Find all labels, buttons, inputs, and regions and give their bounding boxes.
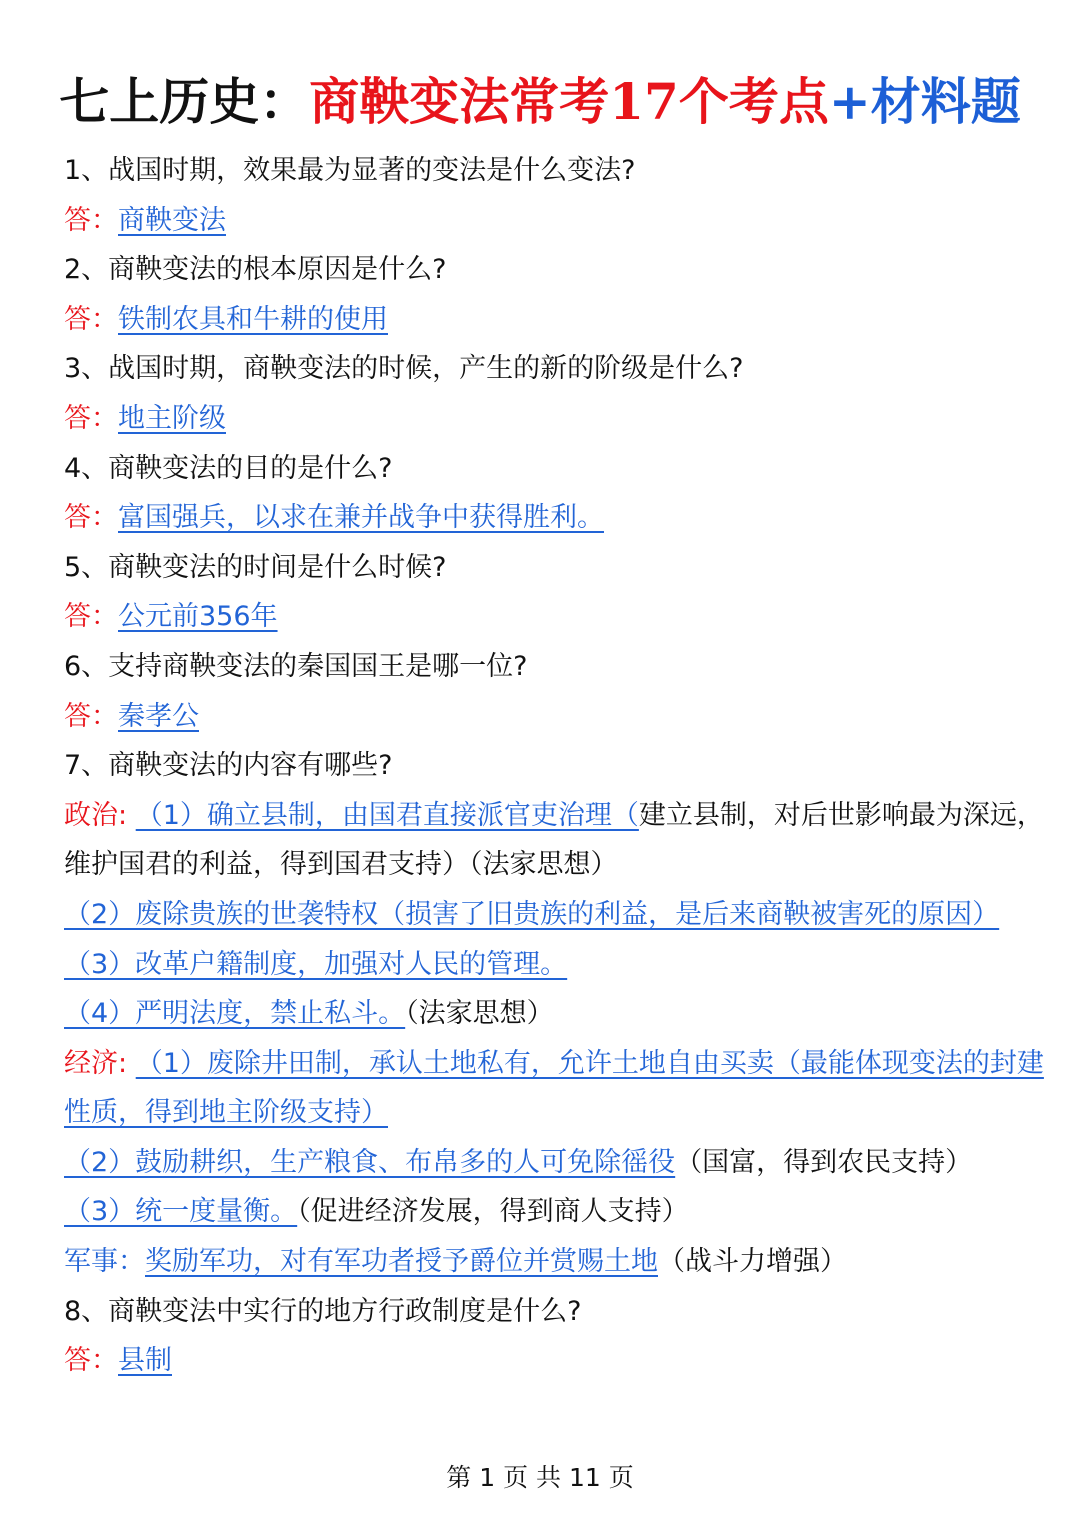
economy-note: （国富，得到农民支持） [675, 1146, 973, 1178]
politics-label: 政治: [64, 799, 128, 831]
politics-note: （法家思想） [405, 998, 554, 1030]
politics-item-1 [64, 791, 1044, 890]
answer-2 [64, 295, 1044, 345]
answer-8 [64, 1336, 1044, 1386]
answer-text: 富国强兵，以求在兼并战争中获得胜利。 [118, 502, 604, 534]
answer-label: 答： [64, 303, 118, 335]
answer-1 [64, 196, 1044, 246]
military-item [64, 1237, 1044, 1287]
answer-3 [64, 394, 1044, 444]
answer-text: 秦孝公 [118, 700, 199, 732]
qa-content [64, 146, 1044, 1386]
answer-4 [64, 493, 1044, 543]
answer-text: 商鞅变法 [118, 204, 226, 236]
military-point: 奖励军功，对有军功者授予爵位并赏赐土地 [145, 1246, 658, 1278]
title-subject: 七上历史： [59, 72, 310, 131]
economy-point: （1）废除井田制，承认土地私有，允许土地自由买卖（最能体现变法的封建性质，得到地主阶级支持） [64, 1047, 1044, 1129]
question-5: 5、商鞅变法的时间是什么时候? [64, 551, 447, 583]
question-3: 3、战国时期，商鞅变法的时候，产生的新的阶级是什么? [64, 353, 744, 385]
politics-point: （4）严明法度，禁止私斗。 [64, 998, 406, 1030]
politics-item-3 [64, 940, 1044, 990]
economy-note: （促进经济发展，得到商人支持） [297, 1196, 689, 1228]
economy-item-2 [64, 1138, 1044, 1188]
economy-point: （2）鼓励耕织，生产粮食、布帛多的人可免除徭役 [64, 1146, 676, 1178]
page-title [0, 62, 1080, 142]
economy-item-1 [64, 1039, 1044, 1138]
title-topic: 商鞅变法常考17个考点 [309, 72, 829, 131]
answer-label: 答： [64, 1345, 118, 1377]
economy-label: 经济: [64, 1047, 128, 1079]
economy-point: （3）统一度量衡。 [64, 1196, 298, 1228]
answer-text: 县制 [118, 1345, 172, 1377]
politics-item-2 [64, 890, 1044, 940]
economy-item-3 [64, 1187, 1044, 1237]
title-suffix: +材料题 [828, 72, 1021, 131]
military-label: 军事： [64, 1246, 145, 1278]
politics-item-4 [64, 989, 1044, 1039]
politics-point: （1）确立县制，由国君直接派官吏治理（ [135, 799, 639, 831]
answer-5 [64, 592, 1044, 642]
answer-label: 答： [64, 700, 118, 732]
politics-note: 建立县制，对后世影响最为深远，维护国君的利益，得到国君支持）（法家思想） [64, 799, 1044, 881]
question-1: 1、战国时期，效果最为显著的变法是什么变法? [64, 155, 636, 186]
question-7: 7、商鞅变法的内容有哪些? [64, 750, 393, 782]
answer-6 [64, 692, 1044, 742]
question-2: 2、商鞅变法的根本原因是什么? [64, 254, 447, 286]
answer-label: 答： [64, 601, 118, 633]
answer-text: 公元前356年 [118, 601, 278, 633]
question-4: 4、商鞅变法的目的是什么? [64, 452, 393, 484]
page-number: 第 1 页 共 11 页 [446, 1463, 634, 1492]
answer-label: 答： [64, 204, 118, 236]
answer-text: 地主阶级 [118, 402, 226, 434]
answer-text: 铁制农具和牛耕的使用 [118, 303, 388, 335]
answer-label: 答： [64, 402, 118, 434]
politics-point: （2）废除贵族的世袭特权（损害了旧贵族的利益，是后来商鞅被害死的原因） [64, 898, 1000, 930]
politics-point: （3）改革户籍制度，加强对人民的管理。 [64, 948, 568, 980]
question-8: 8、商鞅变法中实行的地方行政制度是什么? [64, 1295, 582, 1327]
answer-label: 答： [64, 502, 118, 534]
question-6: 6、支持商鞅变法的秦国国王是哪一位? [64, 650, 528, 682]
military-note: （战斗力增强） [658, 1246, 847, 1278]
